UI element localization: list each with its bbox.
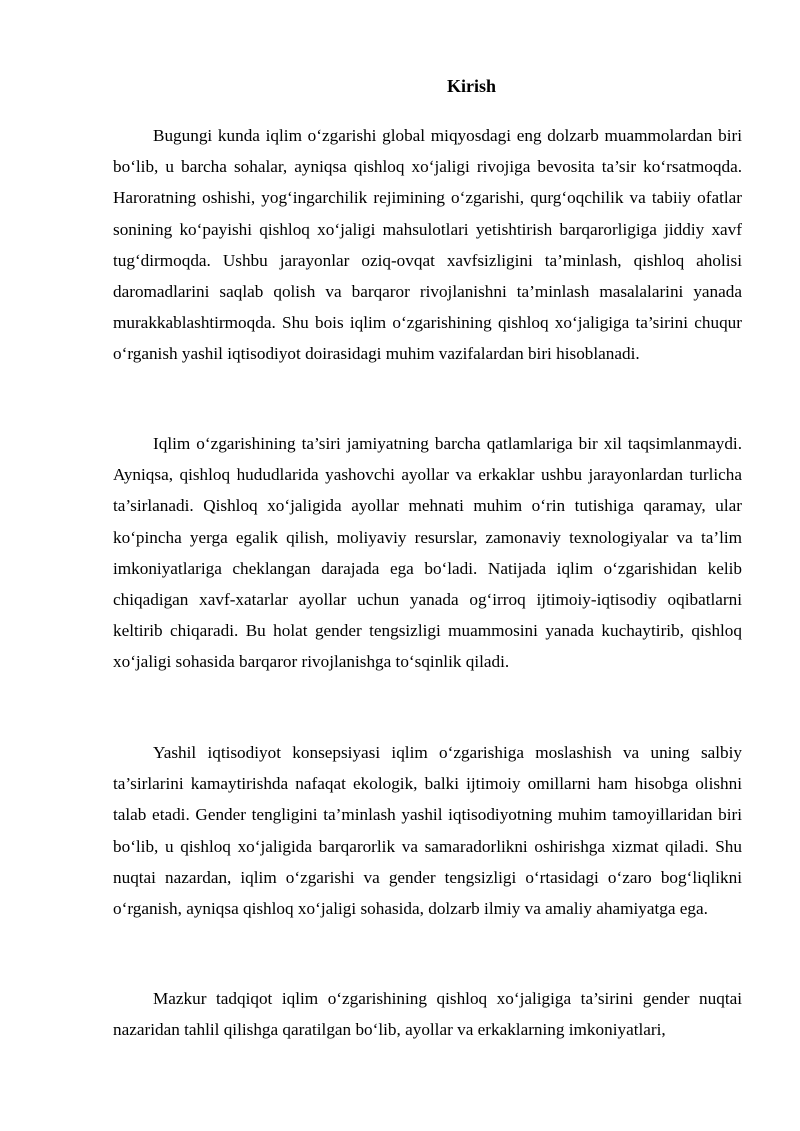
paragraph-3: Yashil iqtisodiyot konsepsiyasi iqlim o‘zgarishiga moslashish va uning salbiy ta’sirlarini kamaytirishda nafaqat ekologik, balki ijtimoiy omillarni ham hisobga olishni talab etadi. Gender tengligini ta’minlash yashil iqtisodiyotning muhim tamoyillaridan biri bo‘lib, u qishloq xo‘jaligida barqarorlik va samaradorlikni oshirishga xizmat qiladi. Shu nuqtai nazardan, iqlim o‘zgarishi va gender tengsizligi o‘rtasidagi o‘zaro bog‘liqlikni o‘rganish, ayniqsa qishloq xo‘jaligi sohasida, dolzarb ilmiy va amaliy ahamiyatga ega. [113,743,742,919]
paragraph-4: Mazkur tadqiqot iqlim o‘zgarishining qishloq xo‘jaligiga ta’sirini gender nuqtai nazaridan tahlil qilishga qaratilgan bo‘lib, ayollar va erkaklarning imkoniyatlari, [113,989,742,1040]
document-title: Kirish [446,76,496,96]
paragraph-2: Iqlim o‘zgarishining ta’siri jamiyatning barcha qatlamlariga bir xil taqsimlanmaydi. Ayniqsa, qishloq hududlarida yashovchi ayollar va erkaklar ushbu jarayonlardan turlicha ta’sirlanadi. Qishloq xo‘jaligida ayollar mehnati muhim o‘rin tutishiga qaramay, ular ko‘pincha yerga egalik qilish, moliyaviy resurslar, zamonaviy texnologiyalar va ta’lim imkoniyatlariga cheklangan darajada ega bo‘ladi. Natijada iqlim o‘zgarishidan kelib chiqadigan xavf-xatarlar ayollar uchun yanada og‘irroq ijtimoiy-iqtisodiy oqibatlarni keltirib chiqaradi. Bu holat gender tengsizligi muammosini yanada kuchaytirib, qishloq xo‘jaligi sohasida barqaror rivojlanishga to‘sqinlik qiladi. [113,434,742,672]
paragraph-1: Bugungi kunda iqlim o‘zgarishi global miqyosdagi eng dolzarb muammolardan biri bo‘lib, u barcha sohalar, ayniqsa qishloq xo‘jaligi rivojiga bevosita ta’sir ko‘rsatmoqda. Haroratning oshishi, yog‘ingarchilik rejimining o‘zgarishi, qurg‘oqchilik va tabiiy ofatlar sonining ko‘payishi qishloq xo‘jaligi mahsulotlari yetishtirish barqarorligiga jiddiy xavf tug‘dirmoqda. Ushbu jarayonlar oziq-ovqat xavfsizligini ta’minlash, qishloq aholisi daromadlarini saqlab qolish va barqaror rivojlanishni ta’minlash masalalarini yanada murakkablashtirmoqda. Shu bois iqlim o‘zgarishining qishloq xo‘jaligiga ta’sirini chuqur o‘rganish yashil iqtisodiyot doirasidagi muhim vazifalardan biri hisoblanadi. [113,126,742,364]
